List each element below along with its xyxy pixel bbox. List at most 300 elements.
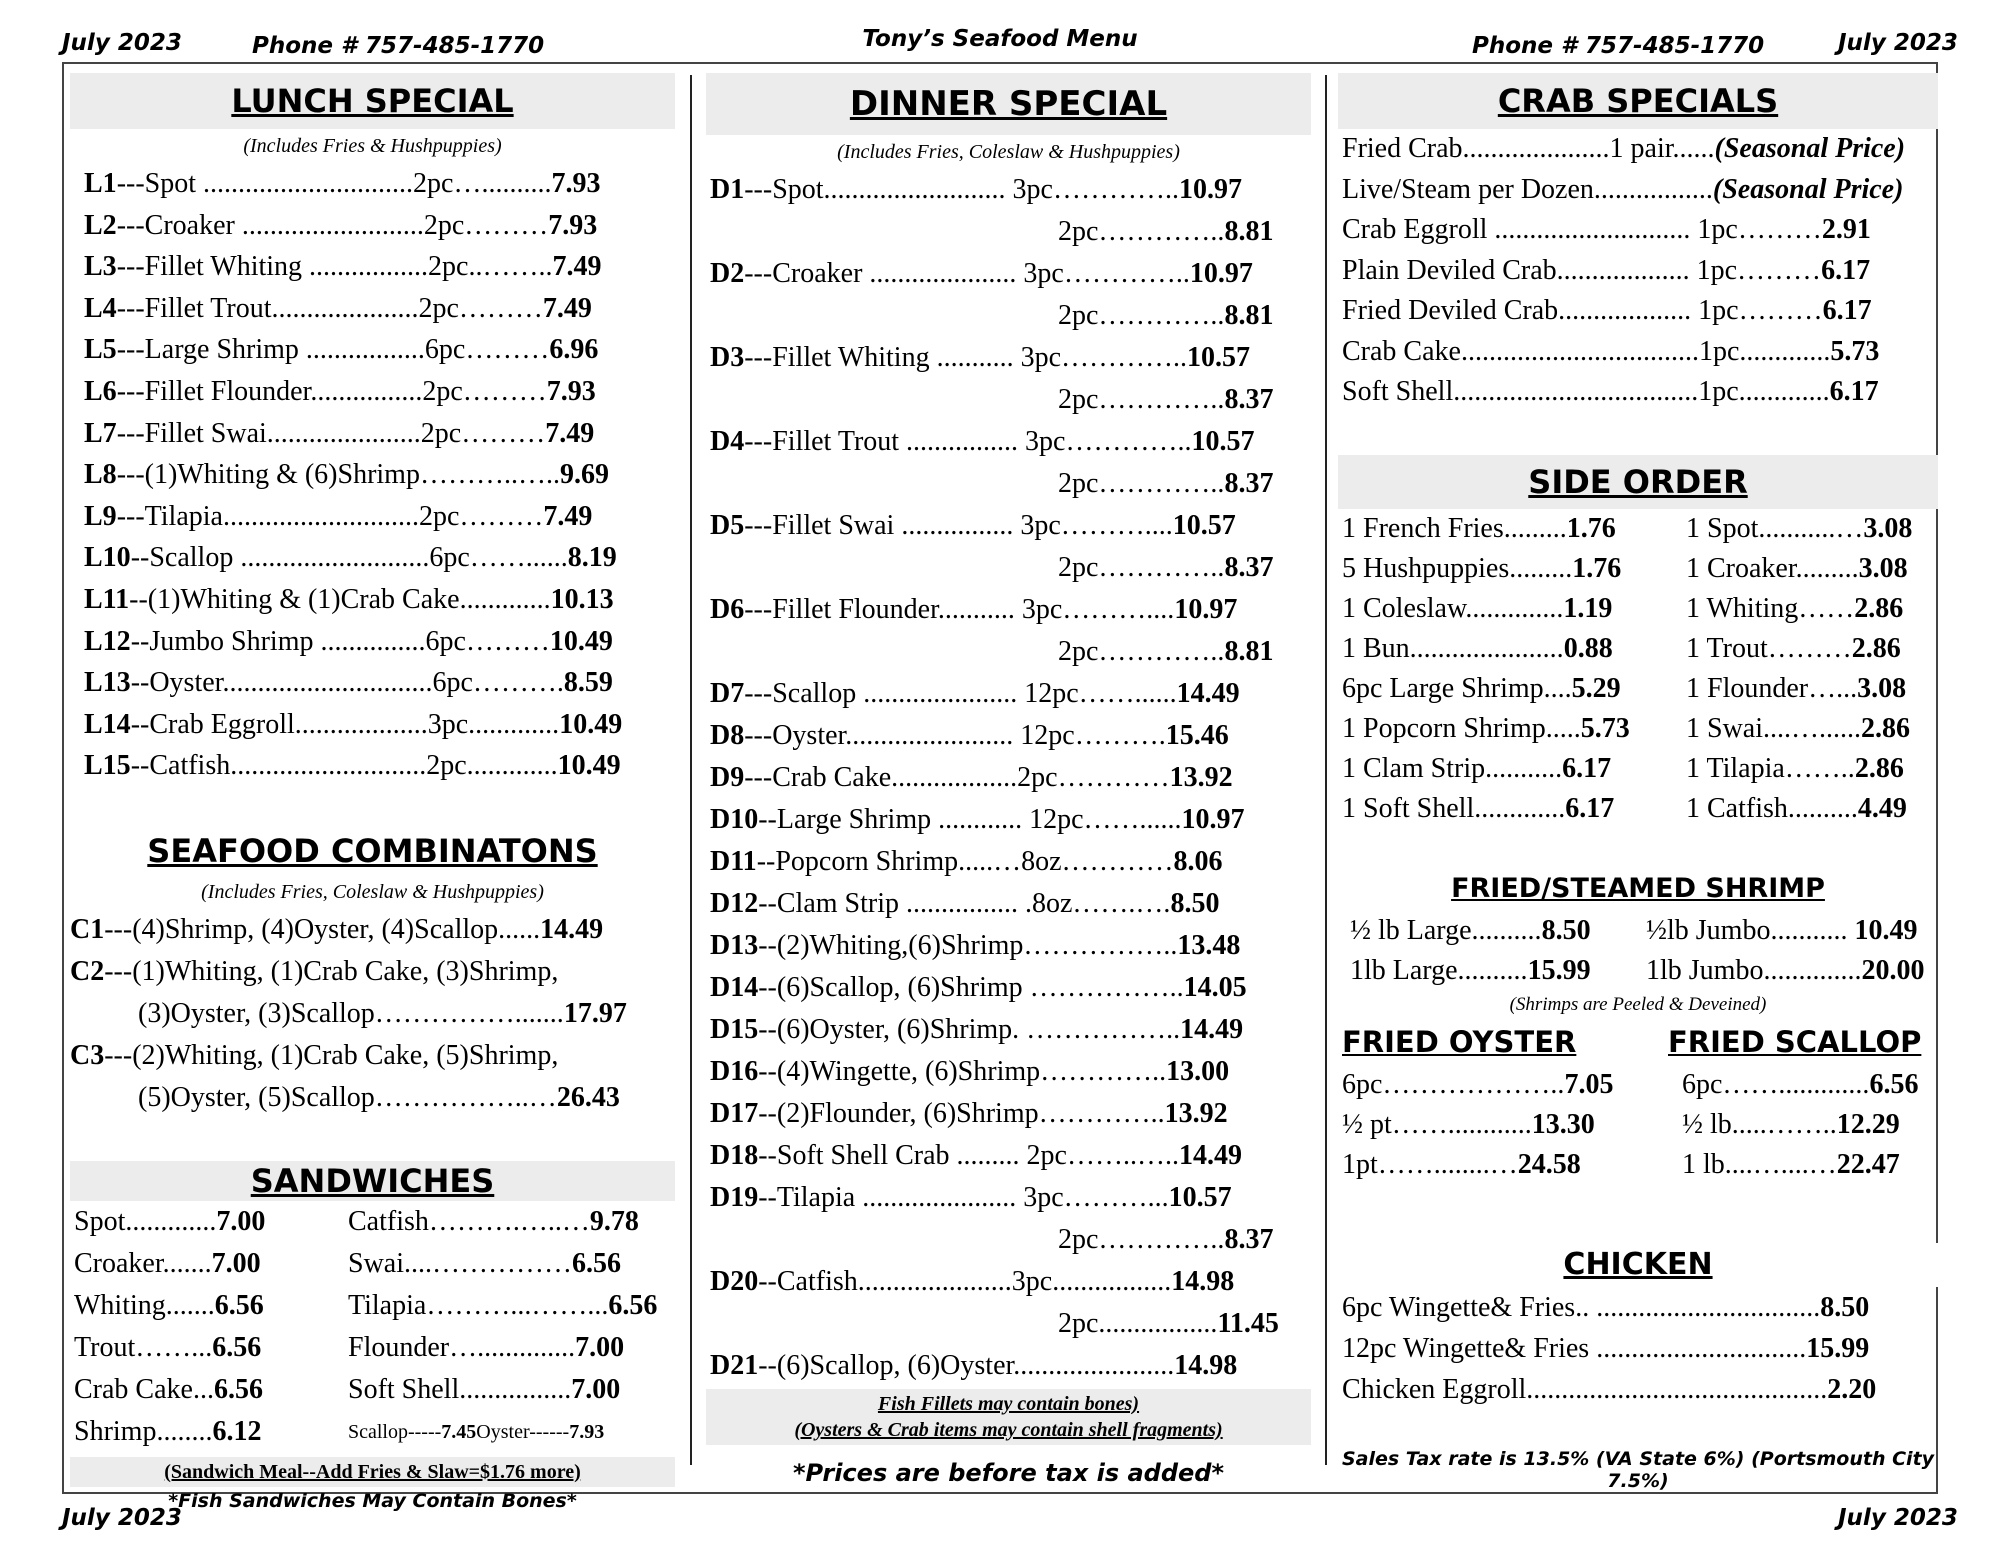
item-name: 1 Trout……… [1686,632,1852,664]
item-name: 1 Whiting…… [1686,592,1855,624]
shrimp-peeled-note: (Shrimps are Peeled & Deveined) [1509,993,1767,1015]
item-price: 2.86 [1861,712,1910,744]
item-name: --(4)Wingette, (6)Shrimp………….. [758,1056,1167,1087]
menu-item-row [84,704,675,746]
item-name: ½ lb.....…….. [1682,1108,1837,1140]
item-price: 2.20 [1827,1373,1877,1405]
menu-item-row [1342,549,1938,589]
item-name: ---(1)Whiting & (6)Shrimp………..….. [116,459,560,491]
item-price: 10.97 [1181,804,1245,835]
item-price: 14.49 [1178,1140,1242,1171]
item-price: 13.30 [1531,1108,1595,1140]
sandwich-cell [348,1411,604,1453]
item-name: Fried Deviled Crab................... 1pc……… [1342,295,1823,326]
sandwich-name: Spot............. [74,1205,217,1237]
item-price: 6.17 [1829,376,1879,407]
item-name: ---Fillet Whiting ........... 3pc………….. [744,342,1188,373]
item-price: 2.86 [1854,752,1904,784]
menu-item-row [74,1411,675,1453]
menu-item-row [84,288,675,330]
item-name: ---Crab Cake..................2pc………… [744,762,1170,793]
menu-item-row [1342,170,1938,211]
item-code: D15 [710,1014,759,1045]
item-code: D3 [710,342,745,373]
item-price: 14.05 [1183,972,1247,1003]
sandwich-price: 7.00 [211,1247,261,1279]
item-name: Crab Eggroll ............................ 1pc……… [1342,214,1822,245]
item-name: 6pc Wingette& Fries.. ................................ [1342,1291,1821,1323]
item-price: 10.57 [1172,510,1236,541]
item-code: D10 [710,804,759,835]
item-price: 13.92 [1169,762,1233,793]
item-price: 6.17 [1822,295,1872,326]
item-price: 20.00 [1861,954,1925,986]
item-price: 24.58 [1517,1148,1581,1180]
item-portion: 2pc………….. [1058,216,1225,247]
menu-item-row [710,883,1311,925]
menu-item-row [710,1219,1311,1261]
menu-item-row [70,909,675,951]
menu-item-row [1342,251,1938,292]
item-code: L10 [84,542,131,574]
menu-item-row [1342,1369,1938,1410]
menu-item-row [710,1051,1311,1093]
item-code: D17 [710,1098,759,1129]
sandwich-name: Soft Shell................ [348,1373,572,1405]
item-price: 6.96 [549,334,599,366]
item-name: Plain Deviled Crab................... 1pc……… [1342,254,1822,286]
item-price: 13.48 [1177,930,1241,961]
menu-item-row [710,631,1311,673]
item-code: D4 [710,426,745,457]
menu-item-row [710,1177,1311,1219]
menu-item-row [710,1261,1311,1303]
seafood-combinations-note: (Includes Fries, Coleslaw & Hushpuppies) [201,880,544,903]
menu-item-row [1342,629,1938,669]
menu-item-row [710,295,1311,337]
item-code: D12 [710,888,759,919]
item-price: 6.17 [1565,792,1615,824]
item-name: 1 Soft Shell............. [1342,792,1566,824]
item-name: --(6)Scallop, (6)Oyster....................... [758,1350,1175,1381]
menu-item-row [84,496,675,538]
item-code: C2 [70,955,105,987]
item-price: 15.46 [1165,720,1229,751]
item-name: ---Fillet Whiting .................2pc..…….. [116,251,553,283]
item-price: 14.98 [1171,1266,1235,1297]
sandwich-name: Catfish……….…..… [348,1205,590,1237]
oyster-scallop-row [1338,1019,1938,1185]
sandwich-name: Croaker....... [74,1247,212,1279]
sandwich-cell [74,1201,348,1243]
sandwich-name: Trout……... [74,1331,213,1363]
menu-item-row [84,413,675,455]
lunch-special-title: LUNCH SPECIAL [70,73,675,129]
menu-item-row [1342,1328,1938,1369]
item-code: L2 [84,209,117,241]
item-price: 9.69 [559,459,609,491]
sandwich-cell [74,1327,348,1369]
item-name: 1 Clam Strip........... [1342,752,1563,784]
fried-oyster-section [1338,1019,1668,1185]
item-cell [1350,911,1646,951]
item-portion: 2pc………….. [1058,636,1225,667]
item-price: 10.57 [1187,342,1251,373]
item-code: D9 [710,762,745,793]
sandwich-cell [348,1369,620,1411]
sandwich-price: 7.93 [569,1420,605,1443]
item-price: 7.93 [546,375,596,407]
item-portion: 2pc………….. [1058,552,1225,583]
menu-item-row [710,799,1311,841]
sandwich-name: Flounder….............. [348,1331,576,1363]
item-name: ---Fillet Trout.....................2pc……… [116,292,543,324]
menu-item-row [710,547,1311,589]
sandwich-name: Tilapia………...……... [348,1289,609,1321]
menu-item-row [1342,332,1938,373]
menu-item-row [710,337,1311,379]
item-name: Chicken Eggroll........................................... [1342,1373,1828,1405]
item-price: 14.98 [1174,1350,1238,1381]
sandwich-cell [348,1327,624,1369]
item-price: 12.29 [1836,1108,1900,1140]
item-price: 14.49 [1176,678,1240,709]
menu-item-row [1342,789,1938,829]
item-code: D6 [710,594,745,625]
item-price: 1.76 [1566,512,1616,544]
item-name: ½ lb Large.......... [1350,914,1542,946]
sandwich-price: 6.56 [608,1289,658,1321]
menu-item-row [74,1327,675,1369]
item-price: 10.97 [1189,258,1253,289]
item-price: 2.91 [1821,214,1871,245]
item-name: 1 Popcorn Shrimp..... [1342,712,1581,744]
item-price: 6.17 [1562,752,1612,784]
menu-item-row [710,463,1311,505]
item-name: ---Fillet Swai ................ 3pc……….... [744,510,1173,541]
menu-item-row [84,205,675,247]
item-code: D21 [710,1350,759,1381]
header-date-left: July 2023 [62,30,182,56]
item-code: L5 [84,334,117,366]
sandwich-price: 7.00 [575,1331,625,1363]
item-portion: 2pc………….. [1058,468,1225,499]
item-code: L14 [84,708,131,740]
menu-item-row [70,951,675,993]
item-price: 10.49 [557,750,621,782]
item-name: ---Spot.......................... 3pc………….. [744,174,1179,205]
menu-item-row [74,1201,675,1243]
dinner-special-list [706,169,1311,1387]
sandwich-name: Shrimp........ [74,1415,213,1447]
item-price: 1.19 [1563,592,1613,624]
menu-item-row [710,421,1311,463]
item-price: 8.37 [1224,468,1274,499]
item-cell [1686,749,1904,789]
item-name: --(2)Whiting,(6)Shrimp…………….. [758,930,1178,961]
item-price: 5.29 [1571,672,1621,704]
menu-item-row [74,1243,675,1285]
sandwich-name: Swai....…………… [348,1247,572,1279]
menu-item-row [1342,210,1938,251]
item-name: 1lb Jumbo.............. [1646,954,1862,986]
item-price: 8.81 [1224,636,1274,667]
sandwiches-list [70,1201,675,1453]
sandwich-name: Whiting....... [74,1289,215,1321]
menu-item-row [84,579,675,621]
fried-steamed-shrimp-title: FRIED/STEAMED SHRIMP [1451,872,1825,904]
item-price: 8.50 [1170,888,1220,919]
item-name-continued: (3)Oyster, (3)Scallop……………....... [138,997,564,1029]
item-price: 0.88 [1563,632,1613,664]
item-price: 2.86 [1854,592,1904,624]
item-code: L3 [84,251,117,283]
item-cell [1686,589,1903,629]
item-code: D8 [710,720,745,751]
menu-item-row [74,1369,675,1411]
item-price: 10.57 [1168,1182,1232,1213]
menu-item-row [84,371,675,413]
item-price: 7.93 [548,209,598,241]
sandwich-price: 7.00 [216,1205,266,1237]
item-price: 8.81 [1224,216,1274,247]
item-name: --Oyster..............................6pc………. [130,667,564,699]
footer-date-left: July 2023 [62,1505,182,1531]
column-left [70,73,675,1515]
item-code: D11 [710,846,757,877]
menu-item-row [84,246,675,288]
menu-item-row [1682,1065,1938,1105]
item-name: 1 lb....…....… [1682,1148,1837,1180]
item-price: 2.86 [1851,632,1901,664]
menu-item-row [1342,372,1938,413]
item-portion: 2pc………….. [1058,300,1225,331]
seafood-combinations-title: SEAFOOD COMBINATONS [147,831,598,870]
item-cell [1342,589,1686,629]
item-name: ---Large Shrimp .................6pc……… [116,334,550,366]
menu-item-row [1342,709,1938,749]
item-code: L11 [84,583,130,615]
column-divider-left [690,75,692,1465]
item-price: 17.97 [563,997,627,1029]
item-price: 8.19 [567,542,617,574]
item-name: 6pc Large Shrimp.... [1342,672,1572,704]
item-name: 1 Spot...........… [1686,512,1864,544]
item-code: C1 [70,913,105,945]
item-price: 7.93 [551,168,601,199]
item-cell [1686,509,1912,549]
item-price: 8.37 [1224,552,1274,583]
item-price: 3.08 [1863,512,1913,544]
item-name-continued: (5)Oyster, (5)Scallop……………..… [138,1081,557,1113]
item-name: --Crab Eggroll...................3pc............. [130,708,560,740]
item-cell [1686,709,1910,749]
item-name: --(1)Whiting & (1)Crab Cake............. [129,583,551,615]
sandwich-cell [74,1369,348,1411]
fillet-bones-note: Fish Fillets may contain bones) [877,1393,1140,1415]
sandwich-cell [348,1243,621,1285]
header-phone-left: Phone # 757-485-1770 [252,33,545,59]
item-name: 1 Croaker......... [1686,552,1859,584]
fried-scallop-section [1668,1019,1938,1185]
item-cell [1342,669,1686,709]
item-cell [1646,911,1917,951]
item-cell [1342,509,1686,549]
item-name: 6pc……............. [1682,1068,1870,1100]
item-name: ---Oyster........................ 12pc………. [744,720,1166,751]
menu-item-row [1342,1287,1938,1328]
item-price: 1.76 [1572,552,1622,584]
sandwich-price: 6.12 [212,1415,262,1447]
sandwich-cell [348,1285,657,1327]
menu-item-row [74,1285,675,1327]
item-cell [1342,749,1686,789]
menu-item-row [1342,1145,1668,1185]
menu-item-row [710,1093,1311,1135]
item-name: --Scallop ...........................6pc……...... [130,542,568,574]
item-code: D18 [710,1140,759,1171]
menu-item-row [1350,911,1938,951]
footer-date-right: July 2023 [1838,1505,1958,1531]
item-price: 10.49 [559,708,623,740]
crab-specials-title: CRAB SPECIALS [1338,73,1938,129]
item-name: --(6)Oyster, (6)Shrimp. …………….. [758,1014,1181,1045]
item-code: L7 [84,417,117,449]
item-portion: 2pc………….. [1058,1224,1225,1255]
menu-item-row [84,745,675,787]
item-name: --Catfish......................3pc................. [758,1266,1172,1297]
menu-item-row [1342,669,1938,709]
column-divider-right [1325,75,1327,1465]
item-name: Crab Cake..................................1pc............. [1342,335,1831,367]
item-name: 5 Hushpuppies......... [1342,552,1573,584]
item-cell [1686,789,1907,829]
menu-item-row [84,329,675,371]
item-price: 8.37 [1224,384,1274,415]
menu-item-row [710,1009,1311,1051]
item-name: 6pc……………….. [1342,1068,1565,1100]
item-cell [1342,709,1686,749]
chicken-title: CHICKEN [1338,1243,1938,1287]
menu-item-row [710,211,1311,253]
item-name: --Tilapia ...................... 3pc………... [758,1182,1169,1213]
sandwich-price: 7.00 [571,1373,621,1405]
fried-scallop-list [1668,1065,1938,1185]
item-price: 7.49 [545,417,595,449]
item-price: 5.73 [1830,335,1880,367]
item-code: L13 [84,667,131,699]
item-name: Fried Crab.....................1 pair...... [1342,133,1715,164]
menu-item-row [1342,509,1938,549]
item-name: ---Fillet Swai......................2pc……… [116,417,546,449]
menu-item-row [1342,749,1938,789]
item-name: ½ pt……............ [1342,1108,1532,1140]
item-name: --Clam Strip ................ .8oz…….…. [758,888,1171,919]
item-code: D20 [710,1266,759,1297]
lunch-special-note: (Includes Fries & Hushpuppies) [243,135,502,157]
menu-item-row [1682,1105,1938,1145]
item-price: 8.06 [1173,846,1223,877]
side-order-list [1338,509,1938,829]
item-price: 14.49 [1180,1014,1244,1045]
menu-item-row [70,993,675,1035]
item-code: D13 [710,930,759,961]
item-name: 1pt……........… [1342,1148,1518,1180]
item-price: 14.49 [540,913,604,945]
item-name: --Large Shrimp ............ 12pc……...... [758,804,1182,835]
item-price: 7.05 [1564,1068,1614,1100]
lunch-special-list [70,163,675,787]
item-name: 1 French Fries......... [1342,512,1567,544]
menu-item-row [710,505,1311,547]
sandwiches-title: SANDWICHES [70,1161,675,1201]
item-code: D14 [710,972,759,1003]
item-price: 26.43 [556,1081,620,1113]
item-price: 8.37 [1224,1224,1274,1255]
item-price: 5.73 [1580,712,1630,744]
item-name: 1 Flounder…... [1686,672,1858,704]
menu-item-row [710,841,1311,883]
item-price: 7.49 [552,251,602,283]
item-code: D5 [710,510,745,541]
item-name: 1 Catfish.......... [1686,792,1858,824]
item-name: 12pc Wingette& Fries .............................. [1342,1332,1807,1364]
item-name: ---(1)Whiting, (1)Crab Cake, (3)Shrimp, [104,955,559,987]
item-price: 7.49 [542,292,592,324]
item-price: (Seasonal Price) [1712,173,1904,205]
item-price: 3.08 [1858,552,1908,584]
shell-fragments-note: (Oysters & Crab items may contain shell fragments) [794,1419,1223,1441]
item-name: ---(4)Shrimp, (4)Oyster, (4)Scallop...... [104,913,541,945]
item-name: --Catfish............................2pc............. [130,750,558,782]
item-cell [1342,629,1686,669]
sandwich-name: Oyster------ [476,1420,570,1443]
menu-item-row [710,1303,1311,1345]
item-code: L8 [84,459,117,491]
item-price: 4.49 [1857,792,1907,824]
item-price: 10.49 [1854,914,1918,946]
menu-item-row [84,163,675,205]
menu-item-row [70,1035,675,1077]
item-price: (Seasonal Price) [1714,133,1906,164]
menu-item-row [1682,1145,1938,1185]
item-name: 1 Coleslaw.............. [1342,592,1564,624]
item-cell [1342,549,1686,589]
sandwich-price: 6.56 [213,1373,263,1405]
item-cell [1686,669,1906,709]
menu-item-row [84,537,675,579]
item-name: ---Fillet Flounder................2pc……… [116,375,547,407]
item-name: ---Fillet Trout ................ 3pc………….. [744,426,1192,457]
item-code: C3 [70,1039,105,1071]
item-name: ---(2)Whiting, (1)Crab Cake, (5)Shrimp, [104,1039,559,1071]
item-price: 10.97 [1179,174,1242,205]
menu-item-row [710,673,1311,715]
item-code: D16 [710,1056,759,1087]
item-price: 7.49 [543,500,593,532]
menu-item-row [1342,1105,1668,1145]
item-name: ---Scallop ...................... 12pc……...... [744,678,1177,709]
sandwich-cell [348,1201,639,1243]
item-name: --(6)Scallop, (6)Shrimp …………….. [758,972,1184,1003]
menu-item-row [710,253,1311,295]
item-code: L9 [84,500,117,532]
item-code: D19 [710,1182,759,1213]
menu-item-row [710,589,1311,631]
menu-item-row [710,715,1311,757]
dinner-warning-box [706,1389,1311,1445]
menu-item-row [710,967,1311,1009]
